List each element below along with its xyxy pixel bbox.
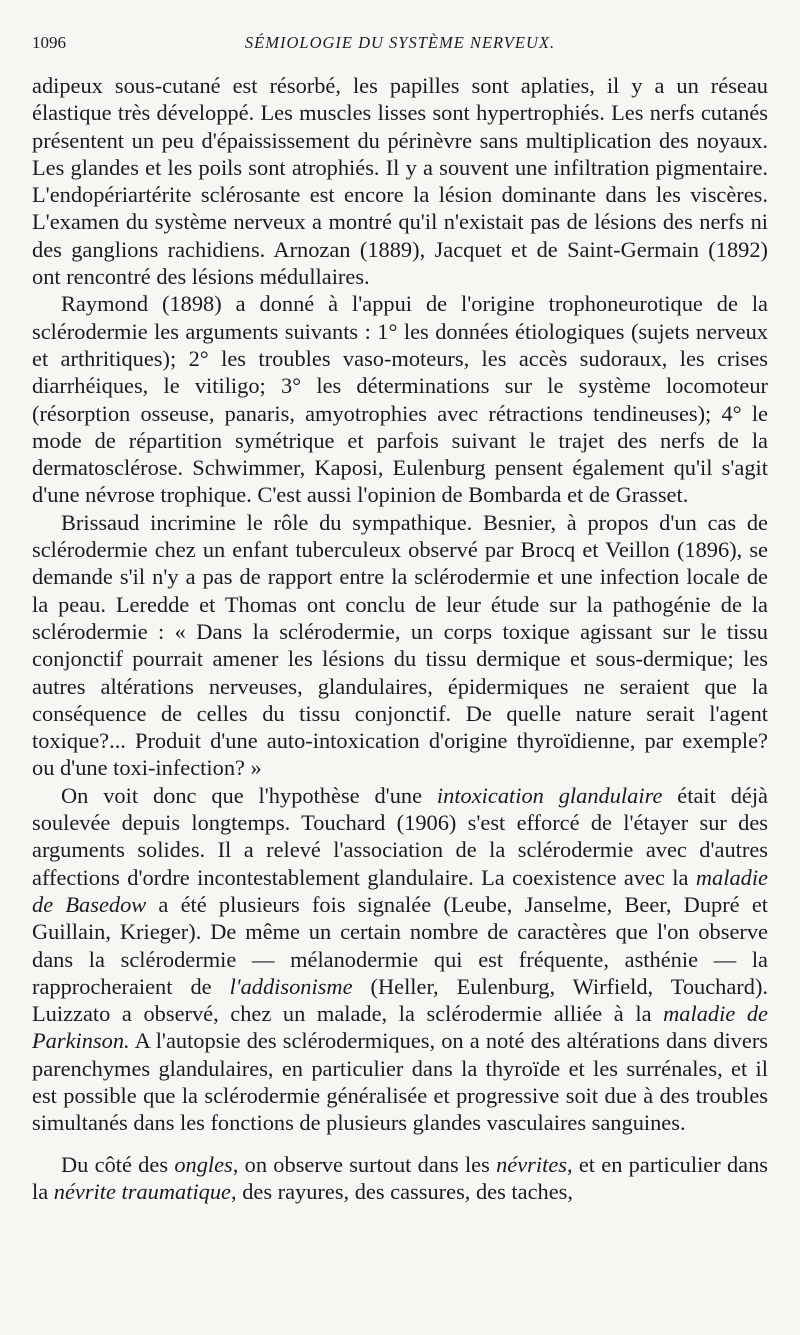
paragraph-text: (Heller, Eulenburg, Wirfield, Touchard). Luizzato a observé, chez un malade, la sclérodermie alliée à la: [32, 973, 768, 1027]
paragraph-text: , on observe surtout dans les: [232, 1151, 497, 1177]
italic-term: ongles: [174, 1151, 233, 1177]
paragraph-5: [32, 1151, 768, 1206]
running-title: SÉMIOLOGIE DU SYSTÈME NERVEUX.: [244, 33, 556, 52]
body-text: [32, 72, 768, 1205]
page-number: 1096: [32, 33, 66, 52]
paragraph-text: On voit donc que l'hypothèse d'une: [61, 782, 437, 808]
paragraph-text: Du côté des: [61, 1151, 175, 1177]
paragraph-text: adipeux sous-cutané est résorbé, les papilles sont aplaties, il y a un réseau élastique très développé. Les muscles lisses sont hypertrophiés. Les nerfs cutanés présentent un peu d'épaississement du périnèvre sans multiplication des noyaux. Les glandes et les poils sont atrophiés. Il y a souvent une infiltration pigmentaire. L'endopériartérite sclérosante est encore la lésion dominante dans les viscères. L'examen du système nerveux a montré qu'il n'existait pas de lésions des nerfs ni des ganglions rachidiens. Arnozan (1889), Jacquet et de Saint-Germain (1892) ont rencontré des lésions médullaires.: [32, 73, 768, 290]
paragraph-text: , et en particulier dans la: [32, 1151, 768, 1204]
paragraph-text: A l'autopsie des sclérodermiques, on a noté des altérations dans divers parenchymes glandulaires, en particulier dans la thyroïde et les surrénales, et il est possible que la sclérodermie généralisée et progressive soit due à des troubles simultanés dans les fonctions de plusieurs glandes vasculaires sanguines.: [32, 1028, 768, 1136]
paragraph-4: [32, 782, 768, 1137]
italic-term: l'addisonisme: [229, 973, 353, 999]
italic-term: névrites: [496, 1151, 567, 1177]
paragraph-1: [32, 72, 768, 290]
paragraph-text: , des rayures, des cassures, des taches,: [231, 1178, 573, 1204]
running-head: [32, 28, 768, 58]
italic-term: névrite traumatique: [53, 1178, 231, 1204]
paragraph-text: Brissaud incrimine le rôle du sympathique. Besnier, à propos d'un cas de sclérodermie chez un enfant tuberculeux observé par Brocq et Veillon (1896), se demande s'il n'y a pas de rapport entre la sclérodermie et une infection locale de la peau. Leredde et Thomas ont conclu de leur étude sur la pathogénie de la sclérodermie : « Dans la sclérodermie, un corps toxique agissant sur le tissu conjonctif pourrait amener les lésions du tissu dermique et sous-dermique; les autres altérations nerveuses, glandulaires, épidermiques ne seraient que la conséquence de celles du tissu conjonctif. De quelle nature serait l'agent toxique?... Produit d'une auto-intoxication d'origine thyroïdienne, par exemple? ou d'une toxi-infection? »: [32, 509, 768, 781]
paragraph-2: [32, 290, 768, 508]
paragraph-text: Raymond (1898) a donné à l'appui de l'origine trophoneurotique de la sclérodermie les arguments suivants : 1° les données étiologiques (sujets nerveux et arthritiques); 2° les troubles vaso-moteurs, les accès sudoraux, les crises diarrhéiques, le vitiligo; 3° les déterminations sur le système locomoteur (résorption osseuse, panaris, amyotrophies avec rétractions tendineuses); 4° le mode de répartition symétrique et parfois suivant le trajet des nerfs de la dermatosclérose. Schwimmer, Kaposi, Eulenburg pensent également qu'il s'agit d'une névrose trophique. C'est aussi l'opinion de Bombarda et de Grasset.: [32, 291, 768, 508]
paragraph-3: [32, 509, 768, 782]
italic-term: maladie de Parkinson.: [32, 1001, 768, 1054]
paragraph-text: a été plusieurs fois signalée (Leube, Janselme, Beer, Dupré et Guillain, Krieger). De même un certain nombre de caractères que l'on observe dans la sclérodermie — mélanodermie qui est fréquente, asthénie — la rapprocheraient de: [32, 891, 768, 999]
italic-term: maladie de Basedow: [32, 864, 768, 917]
paragraph-text: était déjà soulevée depuis longtemps. Touchard (1906) s'est efforcé de l'étayer sur des arguments solides. Il a relevé l'association de la sclérodermie avec d'autres affections d'ordre incontestablement glandulaire. La coexistence avec la: [32, 782, 768, 890]
italic-term: intoxication glandulaire: [436, 782, 663, 808]
